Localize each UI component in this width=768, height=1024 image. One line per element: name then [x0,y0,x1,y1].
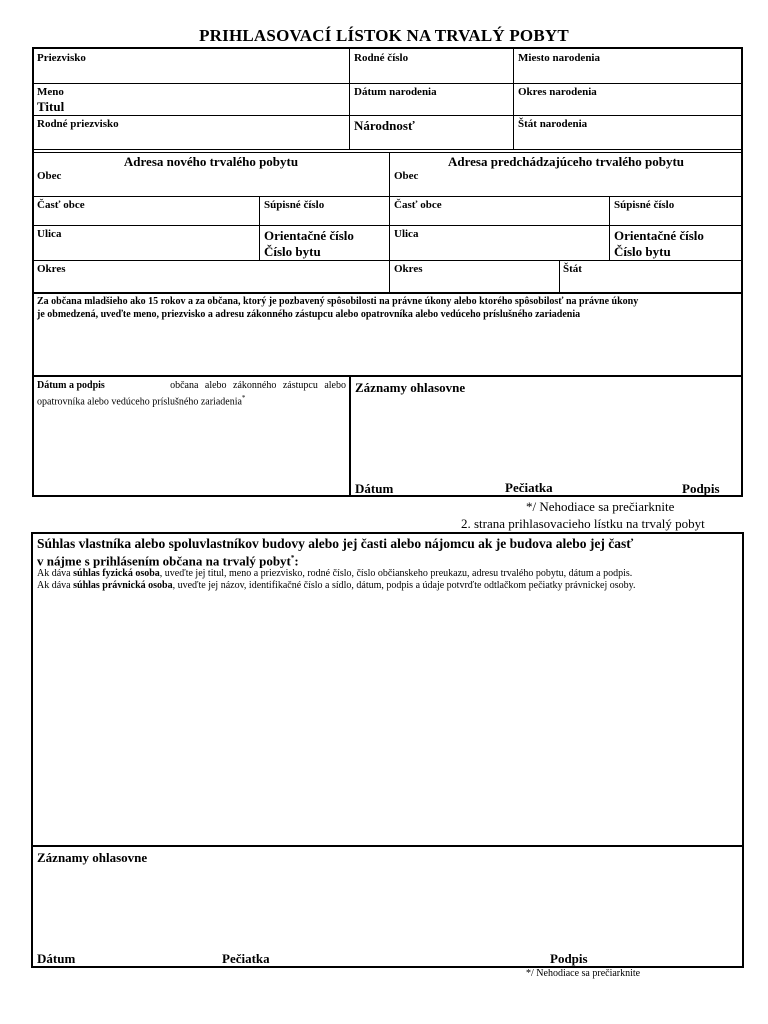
form-title: PRIHLASOVACÍ LÍSTOK NA TRVALÝ POBYT [199,26,569,45]
field-datum-narodenia[interactable]: Dátum narodenia [354,86,437,98]
consent-heading-mark: * [290,554,295,562]
consent-line2-pre: Ak dáva [37,580,74,591]
field-rodne-priezvisko[interactable]: Rodné priezvisko [37,118,119,130]
records2-heading: Záznamy ohlasovne [37,850,148,865]
signature-bold: Dátum a podpis [37,380,105,391]
consent-heading-text: v nájme s prihlásením občana na trvalý pobyt [37,553,291,569]
office-records-datum[interactable]: Dátum [355,481,394,496]
office-records-podpis[interactable]: Podpis [682,481,720,496]
consent-line1-pre: Ak dáva [37,568,74,579]
field-new-obec[interactable]: Obec [37,170,62,182]
field-priezvisko[interactable]: Priezvisko [37,52,86,64]
field-prev-cislo-bytu[interactable]: Číslo bytu [614,244,671,259]
signature-footnote-mark: * [241,394,246,402]
consent-line1-post: , uveďte jej titul, meno a priezvisko, rodné číslo, číslo občianskeho preukazu, adresu trvalého pobytu, dátum a podpis. [159,568,633,579]
consent-input-area[interactable] [33,596,742,844]
field-meno[interactable]: Meno [37,86,64,98]
records2-datum[interactable]: Dátum [37,951,76,966]
field-narodnost[interactable]: Národnosť [354,118,415,133]
consent-line2 [37,580,635,592]
field-prev-ulica[interactable]: Ulica [394,228,419,240]
footnote-2: */ Nehodiace sa prečiarknite [526,968,641,979]
consent-heading-line2 [37,551,299,568]
prev-address-heading: Adresa predchádzajúceho trvalého pobytu [447,154,685,169]
field-prev-orientacne-cislo[interactable]: Orientačné číslo [614,228,704,243]
field-new-supisne-cislo[interactable]: Súpisné číslo [264,199,325,211]
consent-line2-post: , uveďte jej názov, identifikačné číslo a sídlo, dátum, podpis a údaje potvrďte odtlačkom pečiatky právnickej osoby. [172,580,636,591]
guardian-input-area[interactable] [34,322,741,374]
signature-note[interactable] [37,380,346,408]
field-prev-obec[interactable]: Obec [394,170,419,182]
field-okres-narodenia[interactable]: Okres narodenia [518,86,597,98]
field-prev-supisne-cislo[interactable]: Súpisné číslo [614,199,675,211]
records2-peciatka[interactable]: Pečiatka [222,951,270,966]
office-records-heading: Záznamy ohlasovne [355,380,466,395]
footnote-1: */ Nehodiace sa prečiarknite [526,499,675,514]
field-new-cislo-bytu[interactable]: Číslo bytu [264,244,321,259]
field-new-okres[interactable]: Okres [37,263,66,275]
field-prev-okres[interactable]: Okres [394,263,423,275]
signature-rest: občana alebo zákonného zástupcu alebo [170,380,346,391]
field-new-cast-obce[interactable]: Časť obce [37,199,85,211]
consent-line1-bold: súhlas fyzická osoba [73,568,160,579]
field-stat-narodenia[interactable]: Štát narodenia [518,118,588,130]
field-rodne-cislo[interactable]: Rodné číslo [354,52,409,64]
records2-podpis[interactable]: Podpis [550,951,588,966]
consent-heading-line1: Súhlas vlastníka alebo spoluvlastníkov budovy alebo jej časti alebo nájomcu ak je budova alebo jej časť [37,536,634,551]
consent-line2-bold: súhlas právnická osoba [73,580,173,591]
field-prev-stat[interactable]: Štát [563,263,582,275]
consent-line1 [37,568,632,580]
field-new-ulica[interactable]: Ulica [37,228,62,240]
consent-heading-colon: : [294,553,299,569]
field-prev-cast-obce[interactable]: Časť obce [394,199,442,211]
field-miesto-narodenia[interactable]: Miesto narodenia [518,52,600,64]
signature-line2: opatrovníka alebo vedúceho príslušného zariadenia [37,396,242,408]
guardian-note-line1: Za občana mladšieho ako 15 rokov a za občana, ktorý je pozbavený spôsobilosti na právne úkony alebo ktorého spôsobilosť na právne úkony [37,296,639,307]
field-titul[interactable]: Titul [37,99,65,114]
page2-label: 2. strana prihlasovacieho lístku na trvalý pobyt [461,516,705,531]
new-address-heading: Adresa nového trvalého pobytu [123,154,299,169]
office-records-peciatka[interactable]: Pečiatka [505,480,553,495]
field-new-orientacne-cislo[interactable]: Orientačné číslo [264,228,354,243]
guardian-note-line2: je obmedzená, uveďte meno, priezvisko a adresu zákonného zástupcu alebo opatrovníka alebo vedúceho príslušného zariadenia [37,309,581,320]
